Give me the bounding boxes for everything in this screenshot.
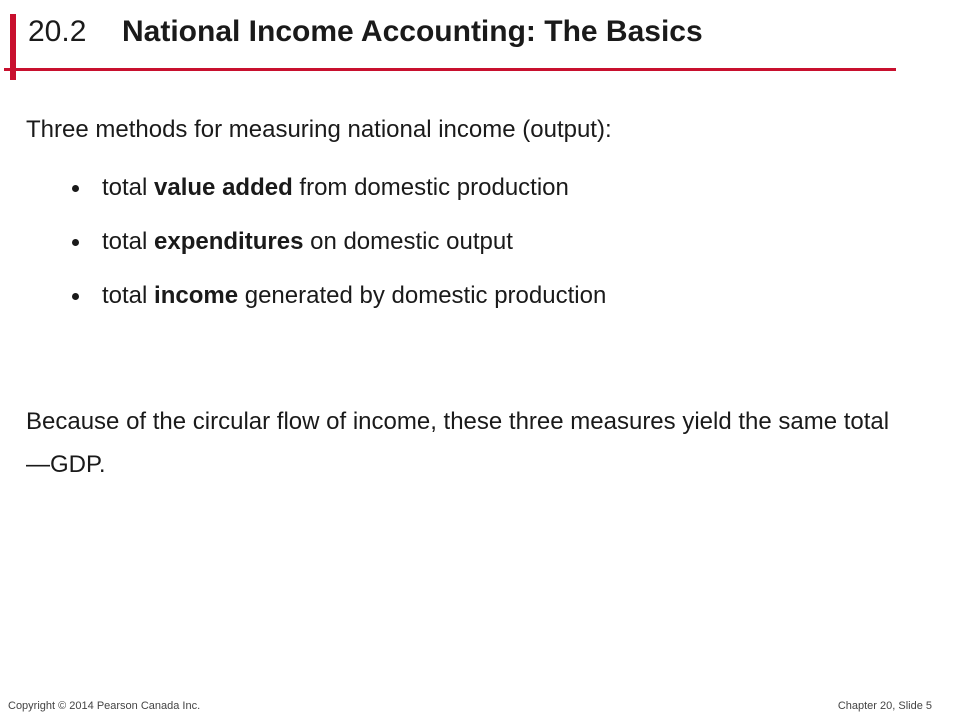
list-item	[70, 224, 606, 260]
bullet-text-pre: total	[102, 228, 155, 255]
bullet-text-pre: total	[102, 282, 155, 309]
bullet-text-bold: value added	[154, 174, 293, 201]
title-underline	[4, 68, 896, 71]
bullet-icon	[72, 185, 79, 192]
bullet-text-post: on domestic output	[303, 228, 513, 255]
bullet-text-bold: expenditures	[154, 228, 304, 255]
bullet-text-bold: income	[154, 282, 239, 309]
bullet-icon	[72, 239, 79, 246]
methods-list	[70, 170, 606, 332]
list-item	[70, 278, 606, 314]
slide-title	[28, 12, 703, 52]
bullet-text-post: from domestic production	[292, 174, 569, 201]
bullet-text-pre: total	[102, 174, 155, 201]
conclusion-text: Because of the circular flow of income, these three measures yield the same total—GDP.	[26, 408, 890, 478]
intro-text: Three methods for measuring national income (output):	[26, 116, 612, 143]
bullet-text-post: generated by domestic production	[238, 282, 607, 309]
list-item	[70, 170, 606, 206]
footer-slide-reference: Chapter 20, Slide 5	[837, 700, 932, 712]
section-number: 20.2	[28, 15, 87, 48]
footer-copyright: Copyright © 2014 Pearson Canada Inc.	[8, 700, 201, 712]
bullet-icon	[72, 293, 79, 300]
title-text: National Income Accounting: The Basics	[122, 15, 703, 48]
